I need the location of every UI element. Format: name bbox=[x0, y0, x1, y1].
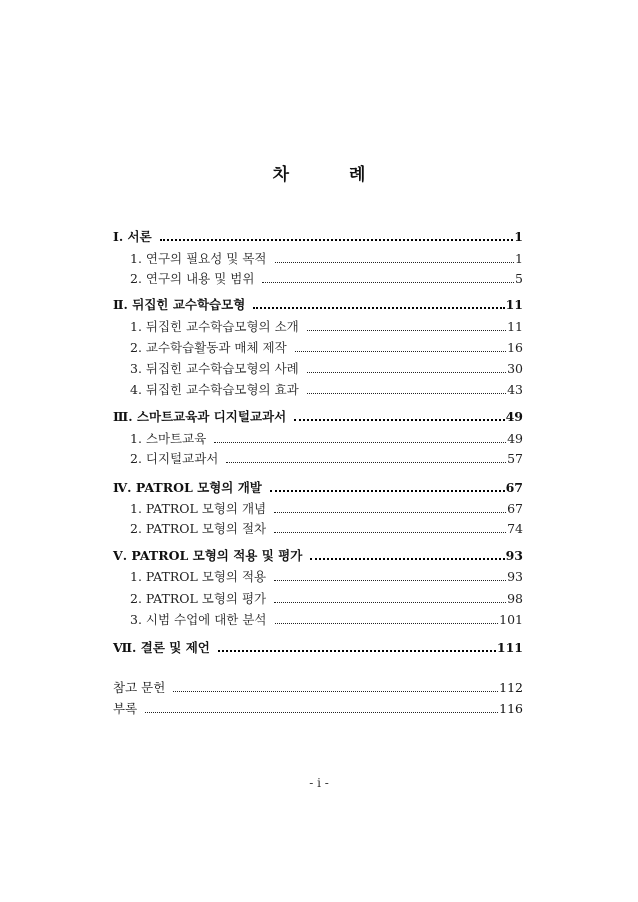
toc-section-entry[interactable] bbox=[130, 432, 523, 446]
toc-entry-page: 98 bbox=[507, 591, 523, 606]
page-title-right: 례 bbox=[349, 165, 366, 185]
toc-entry-label: 2. 연구의 내용 및 범위 bbox=[130, 271, 255, 286]
toc-chapter-entry[interactable] bbox=[113, 549, 523, 563]
toc-entry-page: 57 bbox=[507, 451, 523, 466]
toc-chapter-entry[interactable] bbox=[113, 410, 523, 424]
toc-leader-dots bbox=[294, 419, 504, 421]
toc-entry-label: Ⅴ. PATROL 모형의 적용 및 평가 bbox=[113, 548, 303, 563]
toc-section-entry[interactable] bbox=[130, 613, 523, 627]
toc-section-entry[interactable] bbox=[130, 502, 523, 516]
toc-entry-label: 1. 뒤집힌 교수학습모형의 소개 bbox=[130, 319, 299, 334]
toc-entry-label: Ⅳ. PATROL 모형의 개발 bbox=[113, 480, 262, 495]
toc-entry-page: 5 bbox=[515, 271, 523, 286]
toc-entry-label: 1. 스마트교육 bbox=[130, 431, 207, 446]
toc-leader-dots bbox=[310, 558, 504, 560]
toc-entry-label: 2. 디지털교과서 bbox=[130, 451, 219, 466]
toc-entry-label: Ⅲ. 스마트교육과 디지털교과서 bbox=[113, 409, 287, 424]
toc-entry-page: 112 bbox=[499, 680, 523, 695]
toc-entry-page: 101 bbox=[499, 612, 523, 627]
toc-entry-label: 부록 bbox=[113, 701, 138, 716]
toc-chapter-entry[interactable] bbox=[113, 298, 523, 312]
toc-entry-label: 2. PATROL 모형의 절차 bbox=[130, 521, 267, 536]
toc-chapter-entry[interactable] bbox=[113, 481, 523, 495]
toc-entry-page: 49 bbox=[507, 431, 523, 446]
toc-leader-dots bbox=[262, 282, 514, 283]
toc-leader-dots bbox=[218, 650, 496, 652]
toc-entry-page: 11 bbox=[507, 319, 523, 334]
toc-leader-dots bbox=[274, 580, 506, 581]
toc-appendix-entry[interactable] bbox=[113, 681, 523, 695]
toc-section-entry[interactable] bbox=[130, 362, 523, 376]
toc-entry-label: 3. 뒤집힌 교수학습모형의 사례 bbox=[130, 361, 299, 376]
toc-leader-dots bbox=[226, 462, 506, 463]
toc-entry-page: 16 bbox=[507, 340, 523, 355]
toc-entry-label: 2. PATROL 모형의 평가 bbox=[130, 591, 267, 606]
toc-entry-label: 1. PATROL 모형의 적용 bbox=[130, 569, 267, 584]
toc-leader-dots bbox=[160, 239, 514, 241]
toc-leader-dots bbox=[274, 532, 506, 533]
toc-section-entry[interactable] bbox=[130, 570, 523, 584]
toc-entry-label: 1. PATROL 모형의 개념 bbox=[130, 501, 267, 516]
toc-section-entry[interactable] bbox=[130, 272, 523, 286]
page-title-left: 차 bbox=[272, 165, 289, 185]
toc-entry-page: 49 bbox=[505, 409, 523, 424]
toc-section-entry[interactable] bbox=[130, 341, 523, 355]
toc-entry-label: Ⅱ. 뒤집힌 교수학습모형 bbox=[113, 297, 246, 312]
toc-appendix-entry[interactable] bbox=[113, 702, 523, 716]
toc-entry-page: 67 bbox=[507, 501, 523, 516]
toc-entry-page: 116 bbox=[499, 701, 523, 716]
toc-entry-label: 2. 교수학습활동과 매체 제작 bbox=[130, 340, 287, 355]
toc-leader-dots bbox=[145, 712, 498, 713]
toc-section-entry[interactable] bbox=[130, 452, 523, 466]
toc-leader-dots bbox=[253, 307, 504, 309]
toc-entry-page: 1 bbox=[514, 229, 523, 244]
toc-leader-dots bbox=[275, 623, 499, 624]
toc-entry-page: 11 bbox=[505, 297, 523, 312]
toc-entry-label: 4. 뒤집힌 교수학습모형의 효과 bbox=[130, 382, 299, 397]
toc-entry-label: 3. 시범 수업에 대한 분석 bbox=[130, 612, 267, 627]
page-number: - i - bbox=[309, 776, 329, 790]
toc-entry-page: 111 bbox=[496, 640, 523, 655]
toc-leader-dots bbox=[275, 262, 515, 263]
toc-entry-label: Ⅰ. 서론 bbox=[113, 229, 152, 244]
toc-leader-dots bbox=[307, 330, 506, 331]
toc-section-entry[interactable] bbox=[130, 522, 523, 536]
toc-entry-page: 67 bbox=[505, 480, 523, 495]
toc-entry-page: 93 bbox=[507, 569, 523, 584]
toc-entry-page: 43 bbox=[507, 382, 523, 397]
toc-section-entry[interactable] bbox=[130, 383, 523, 397]
toc-entry-page: 93 bbox=[505, 548, 523, 563]
toc-entry-page: 1 bbox=[515, 251, 523, 266]
toc-entry-label: 참고 문헌 bbox=[113, 680, 166, 695]
toc-leader-dots bbox=[295, 351, 506, 352]
toc-leader-dots bbox=[307, 393, 506, 394]
toc-section-entry[interactable] bbox=[130, 320, 523, 334]
toc-entry-label: 1. 연구의 필요성 및 목적 bbox=[130, 251, 267, 266]
toc-leader-dots bbox=[270, 490, 505, 492]
toc-entry-page: 74 bbox=[507, 521, 523, 536]
toc-leader-dots bbox=[307, 372, 506, 373]
toc-chapter-entry[interactable] bbox=[113, 641, 523, 655]
toc-entry-label: Ⅶ. 결론 및 제언 bbox=[113, 640, 210, 655]
toc-entry-page: 30 bbox=[507, 361, 523, 376]
page-title bbox=[0, 160, 638, 185]
toc-section-entry[interactable] bbox=[130, 252, 523, 266]
toc-leader-dots bbox=[173, 691, 498, 692]
toc-leader-dots bbox=[274, 512, 506, 513]
toc-leader-dots bbox=[214, 442, 506, 443]
toc-section-entry[interactable] bbox=[130, 592, 523, 606]
toc-leader-dots bbox=[274, 602, 506, 603]
toc-chapter-entry[interactable] bbox=[113, 230, 523, 244]
